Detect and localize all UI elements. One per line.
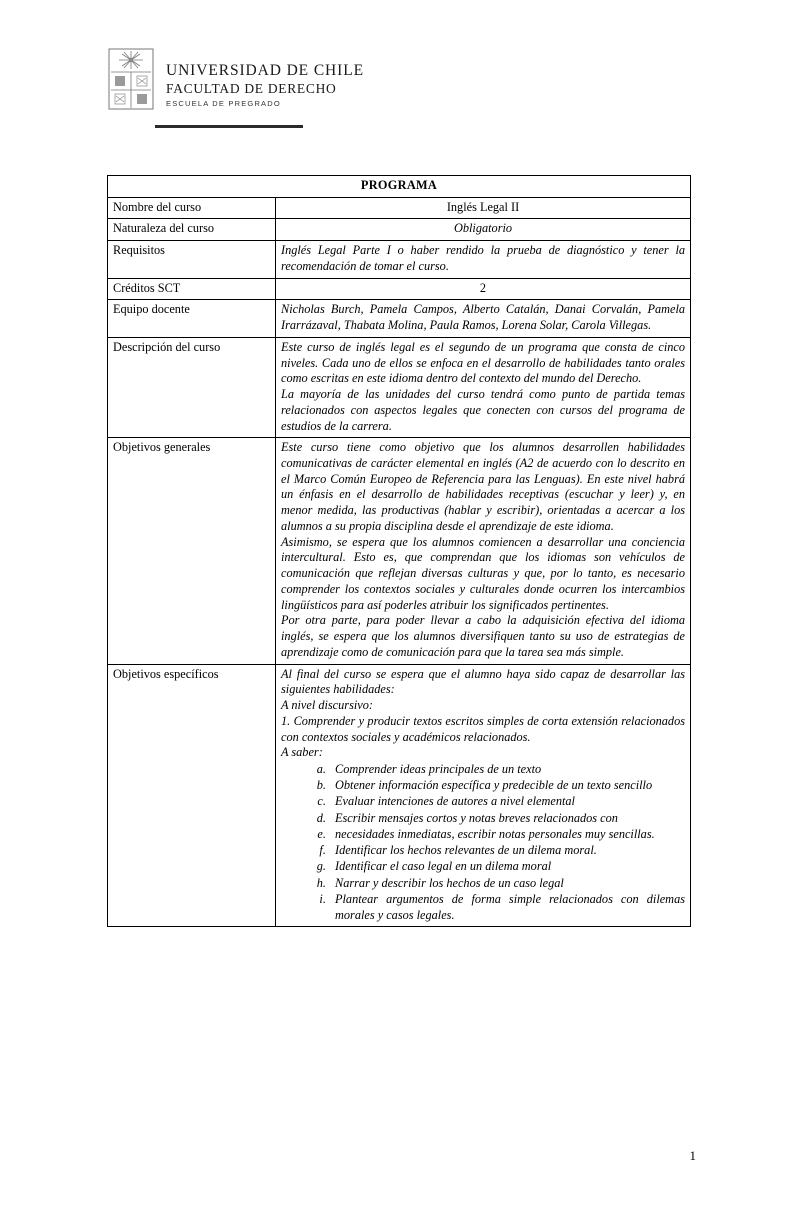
row-value-objetivos-especificos xyxy=(276,664,691,927)
paragraph: Este curso tiene como objetivo que los alumnos desarrollen habilidades comunicativas de carácter elemental en inglés (A2 de acuerdo con lo descrito en el Marco Común Europeo de Referencia para las Lenguas). En este nivel habrá un énfasis en el desarrollo de habilidades receptivas (escuchar y leer) y, en menor medida, las productivas (hablar y escribir), orientadas a acercar a los alumnos a su propia disciplina desde el aprendizaje de este idioma. xyxy=(281,440,686,533)
objetivos-list xyxy=(307,761,685,923)
table-row xyxy=(108,300,691,337)
row-label-descripcion: Descripción del curso xyxy=(108,337,276,437)
header-divider xyxy=(155,125,303,128)
table-row-objetivos-especificos xyxy=(108,664,691,927)
table-row xyxy=(108,241,691,278)
row-label-nombre: Nombre del curso xyxy=(108,197,276,219)
programa-table xyxy=(107,175,691,927)
row-value-descripcion xyxy=(276,337,691,437)
document-header xyxy=(108,48,364,110)
list-item: c. Evaluar intenciones de autores a nivel elemental xyxy=(329,793,685,809)
paragraph: Al final del curso se espera que el alumno haya sido capaz de desarrollar las siguientes habilidades: xyxy=(281,666,686,697)
list-item: e. necesidades inmediatas, escribir notas personales muy sencillas. xyxy=(329,826,685,842)
paragraph: La mayoría de las unidades del curso tendrá como punto de partida temas relacionados con aspectos legales que conecten con cursos del programa de estudios de la carrera. xyxy=(281,387,686,433)
school-name: ESCUELA DE PREGRADO xyxy=(166,99,281,109)
row-label-requisitos: Requisitos xyxy=(108,241,276,278)
page-number: 1 xyxy=(689,1148,696,1163)
table-row-title xyxy=(108,176,691,198)
list-item: g. Identificar el caso legal en un dilema moral xyxy=(329,858,685,874)
document-title: PROGRAMA xyxy=(108,176,691,198)
paragraph: Por otra parte, para poder llevar a cabo la adquisición efectiva del idioma inglés, se espera que los alumnos diversifiquen tanto su uso de estrategias de aprendizaje como de comunicación para que la tarea sea más simple. xyxy=(281,613,686,659)
list-item: f. Identificar los hechos relevantes de un dilema moral. xyxy=(329,842,685,858)
table-row-descripcion xyxy=(108,337,691,437)
table-row-objetivos-generales xyxy=(108,438,691,664)
list-item: h. Narrar y describir los hechos de un caso legal xyxy=(329,875,685,891)
paragraph: Este curso de inglés legal es el segundo de un programa que consta de cinco niveles. Cada uno de ellos se enfoca en el desarrollo de habilidades tanto orales como escritas en este idioma dentro del contexto del mundo del Derecho. xyxy=(281,339,686,386)
row-label-objetivos-generales: Objetivos generales xyxy=(108,438,276,664)
table-row xyxy=(108,278,691,300)
row-value-nombre: Inglés Legal II xyxy=(276,197,691,219)
faculty-name: FACULTAD DE DERECHO xyxy=(166,80,337,96)
list-item: d. Escribir mensajes cortos y notas breves relacionados con xyxy=(329,810,685,826)
row-label-equipo: Equipo docente xyxy=(108,300,276,337)
list-item: a. Comprender ideas principales de un texto xyxy=(329,761,685,777)
paragraph: Asimismo, se espera que los alumnos comiencen a desarrollar una conciencia intercultural. Esto es, que comprendan que los idiomas son vehículos de comunicación que reflejan diversas culturas y que, por lo tanto, es necesario comprender los contextos sociales y culturales donde ocurren los intercambios lingüísticos para así poderles atribuir los significados pertinentes. xyxy=(281,534,686,612)
row-label-creditos: Créditos SCT xyxy=(108,278,276,300)
paragraph: A nivel discursivo: xyxy=(281,698,373,713)
row-value-objetivos-generales xyxy=(276,438,691,664)
paragraph: 1. Comprender y producir textos escritos simples de corta extensión relacionados con contextos sociales y académicos relacionados. xyxy=(281,713,686,744)
row-value-creditos: 2 xyxy=(276,278,691,300)
row-value-naturaleza: Obligatorio xyxy=(276,219,691,241)
header-text-block xyxy=(166,48,364,108)
university-crest-icon xyxy=(108,48,154,110)
row-label-naturaleza: Naturaleza del curso xyxy=(108,219,276,241)
list-item: b. Obtener información específica y predecible de un texto sencillo xyxy=(329,777,685,793)
row-label-objetivos-especificos: Objetivos específicos xyxy=(108,664,276,927)
paragraph: A saber: xyxy=(281,745,323,760)
table-row xyxy=(108,219,691,241)
list-item: i. Plantear argumentos de forma simple relacionados con dilemas morales y casos legales. xyxy=(329,891,685,923)
row-value-equipo: Nicholas Burch, Pamela Campos, Alberto Catalán, Danai Corvalán, Pamela Irarrázaval, Thabata Molina, Paula Ramos, Lorena Solar, Carola Villegas. xyxy=(276,300,691,337)
table-row xyxy=(108,197,691,219)
university-name: UNIVERSIDAD DE CHILE xyxy=(166,62,364,79)
row-value-requisitos: Inglés Legal Parte I o haber rendido la prueba de diagnóstico y tener la recomendación de tomar el curso. xyxy=(276,241,691,278)
